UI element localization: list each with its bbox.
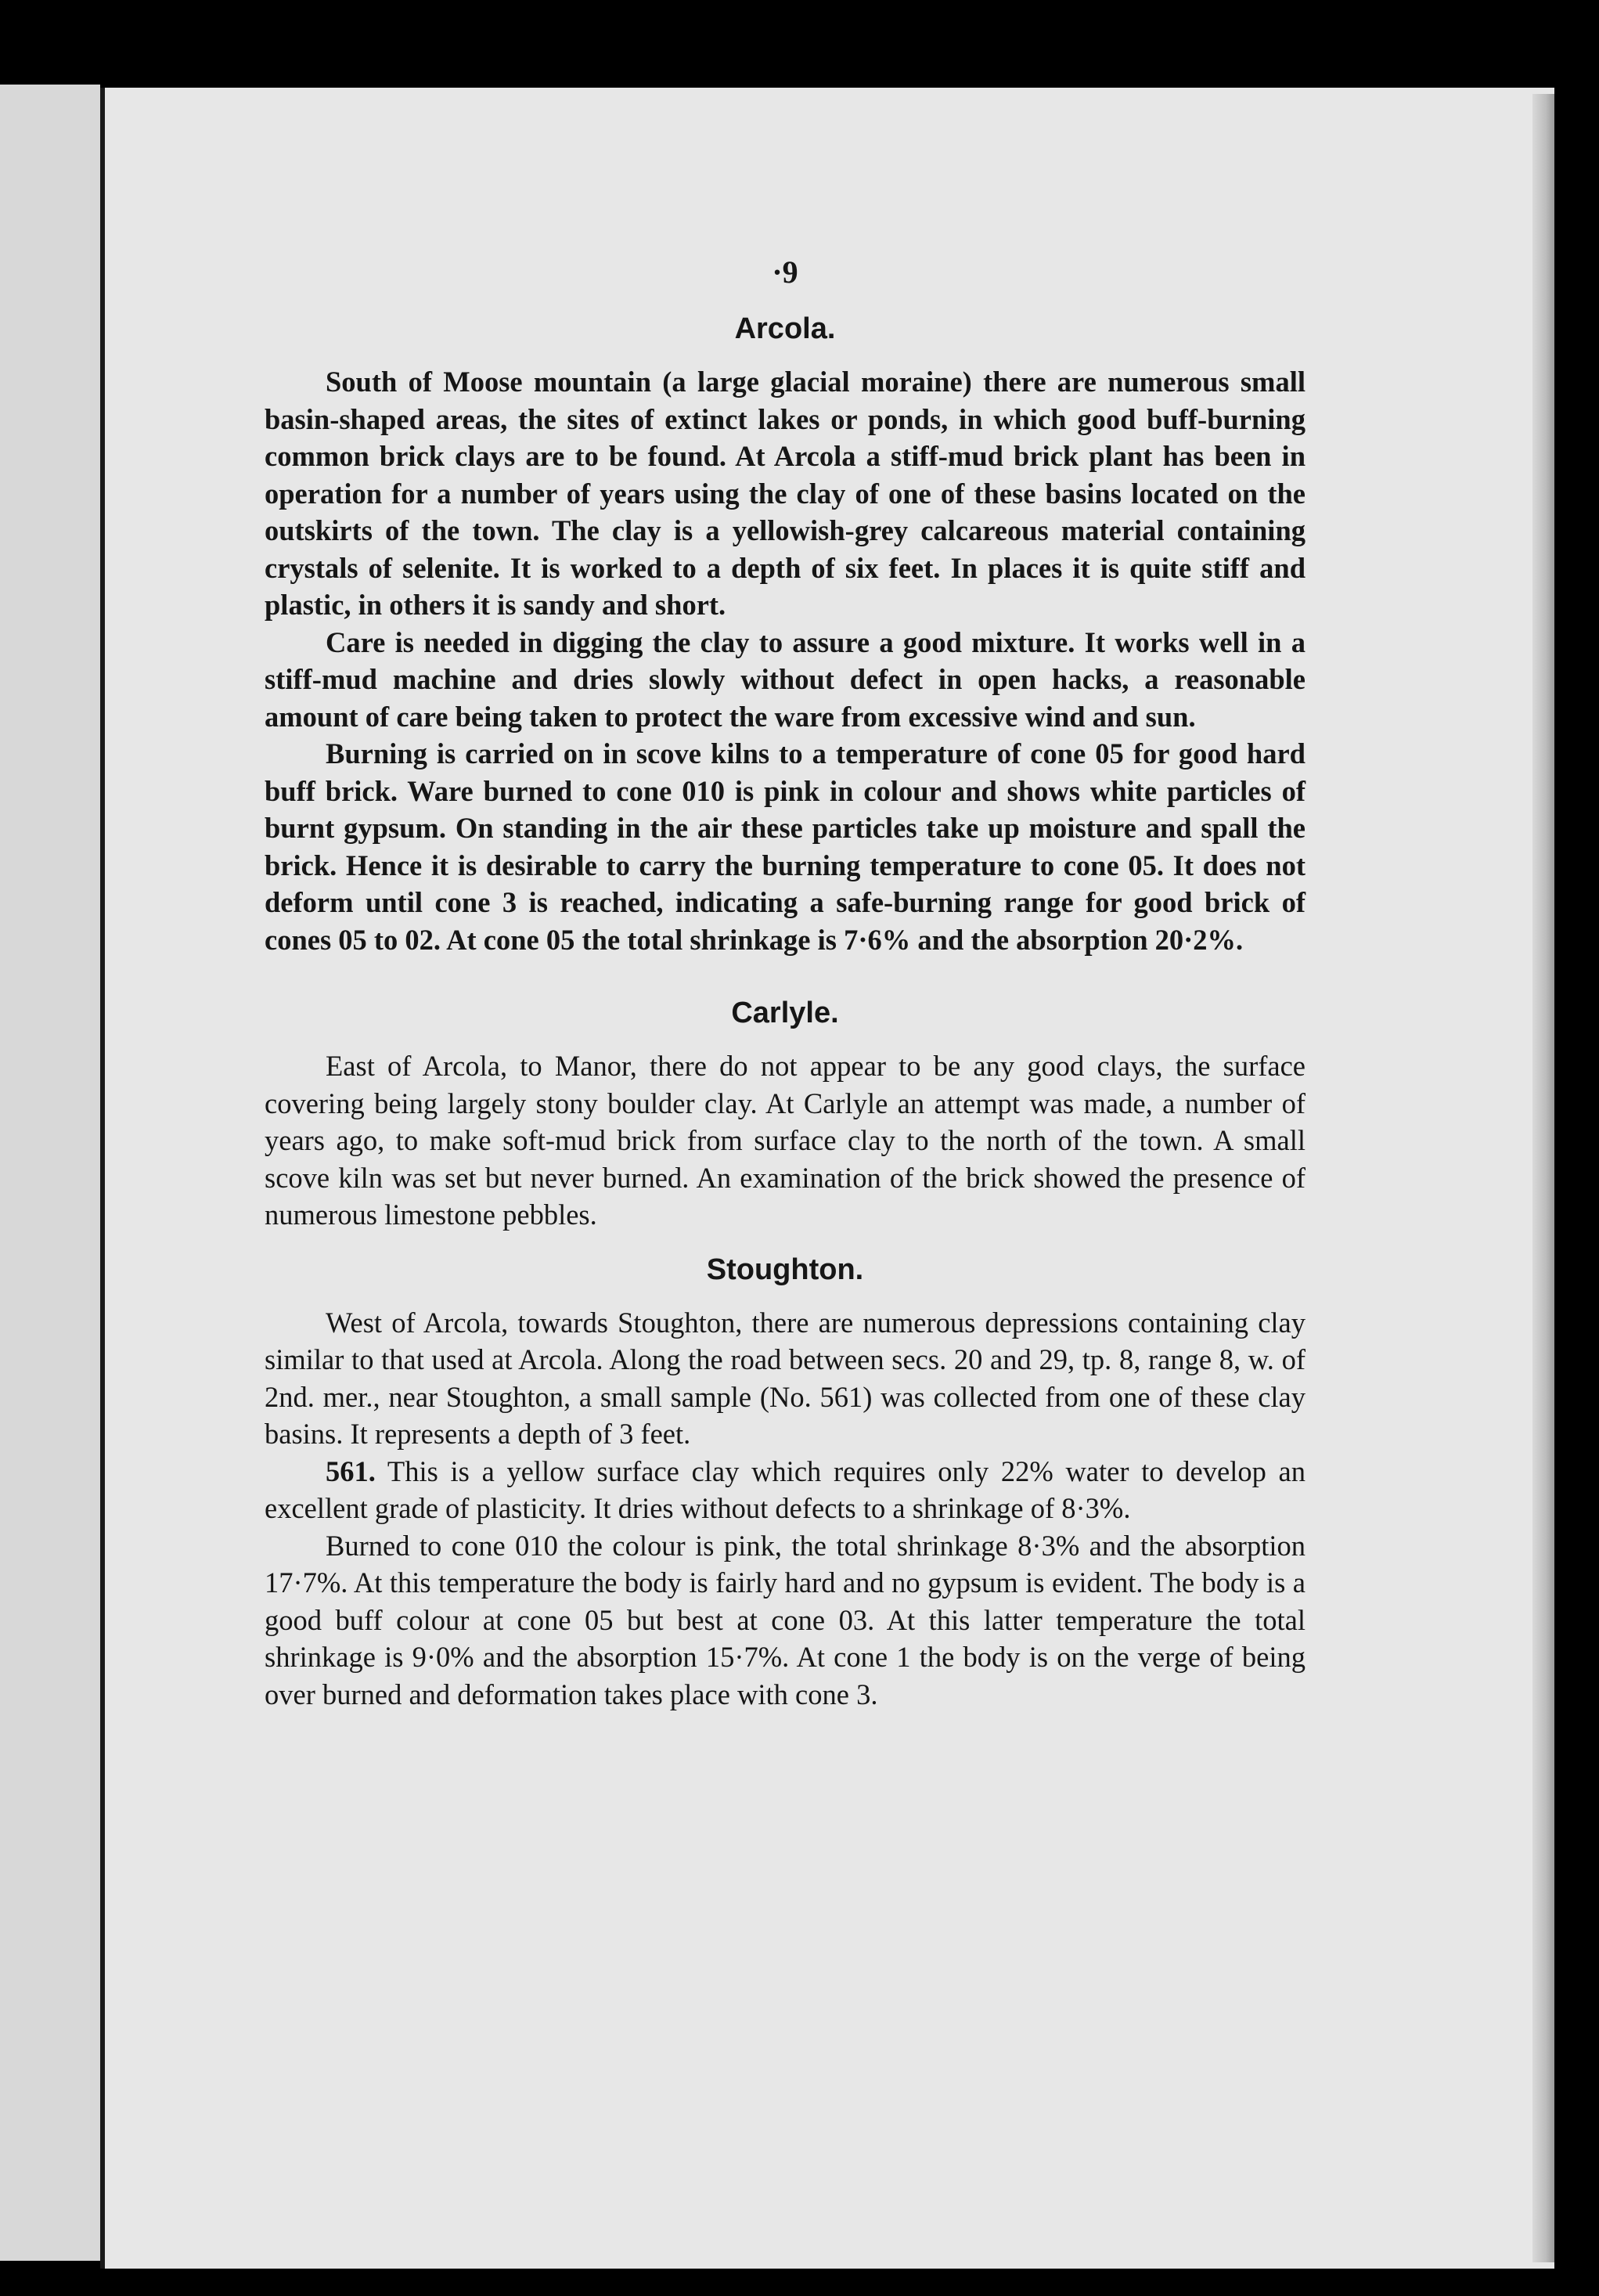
arcola-paragraph-1: South of Moose mountain (a large glacial moraine) there are numerous small basin-shaped areas, the sites of extinct lakes or ponds, in which good buff-burning common brick clays are to be found. At Arcola a stiff-mud brick plant has been in operation for a number of years using the clay of one of these basins located on the outskirts of the town. The clay is a yellowish-grey calcareous material containing crystals of selenite. It is worked to a depth of six feet. In places it is quite stiff and plastic, in others it is sandy and short. xyxy=(265,366,1305,621)
stoughton-burning-paragraph: Burned to cone 010 the colour is pink, the total shrinkage 8·3% and the absorption 17·7%. At this temperature the body is fairly hard and no gypsum is evident. The body is a good buff colour at cone 05 but best at cone 03. At this latter temperature the total shrinkage is 9·0% and the absorption 15·7%. At cone 1 the body is on the verge of being over burned and deformation takes place with cone 3. xyxy=(265,1529,1305,1710)
carlyle-paragraph-1: East of Arcola, to Manor, there do not appear to be any good clays, the surface covering being largely stony boulder clay. At Carlyle an attempt was made, a number of years ago, to make soft-mud brick from surface clay to the north of the town. A small scove kiln was set but never burned. An examination of the brick showed the presence of numerous limestone pebbles. xyxy=(265,1050,1305,1231)
stoughton-intro: West of Arcola, towards Stoughton, there are numerous depressions containing clay similar to that used at Arcola. Along the road between secs. 20 and 29, tp. 8, range 8, w. of 2nd. mer., near Stoughton, a small sample (No. 561) was collected from one of these clay basins. It represents a depth of 3 feet. xyxy=(265,1306,1305,1450)
sample-number: 561. xyxy=(326,1454,376,1487)
sample-description: This is a yellow surface clay which requires only 22% water to develop an excellent grade of plasticity. It dries without defects to a shrinkage of 8·3%. xyxy=(265,1454,1305,1524)
page-number: ·9 xyxy=(772,254,798,290)
heading-stoughton: Stoughton. xyxy=(706,1253,864,1286)
page-edge-shadow xyxy=(1532,94,1554,2262)
arcola-paragraph-3: Burning is carried on in scove kilns to a temperature of cone 05 for good hard buff brick. Ware burned to cone 010 is pink in colour and shows white particles of burnt gypsum. On standing in the air these particles take up moisture and spall the brick. Hence it is desirable to carry the burning temperature to cone 05. It does not deform until cone 3 is reached, indicating a safe-burning range for good brick of cones 05 to 02. At cone 05 the total shrinkage is 7·6% and the absorption 20·2%. xyxy=(265,737,1305,956)
heading-arcola: Arcola. xyxy=(734,312,836,345)
page-content xyxy=(265,251,1305,1713)
arcola-paragraph-2: Care is needed in digging the clay to assure a good mixture. It works well in a stiff-mud machine and dries slowly without defect in open hacks, a reasonable amount of care being taken to protect the ware from excessive wind and sun. xyxy=(265,625,1305,733)
heading-carlyle: Carlyle. xyxy=(731,997,839,1029)
sample-561-paragraph xyxy=(265,1453,1305,1527)
facing-page-edge xyxy=(0,85,100,2261)
